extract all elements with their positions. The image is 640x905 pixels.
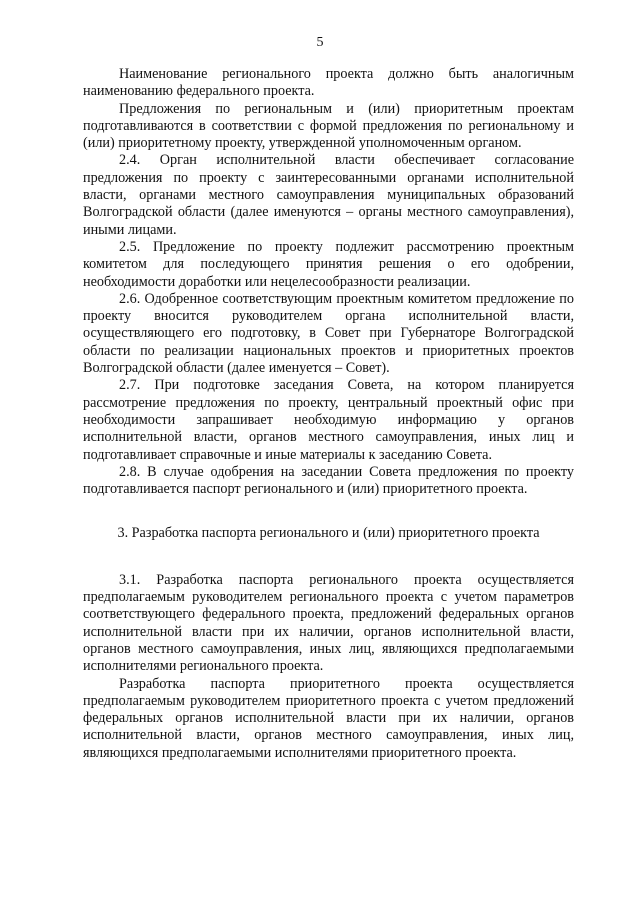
paragraph-2-4: 2.4. Орган исполнительной власти обеспечивает согласование предложения по проекту с заинтересованными органами исполнительной власти, органами местного самоуправления муниципальных образований Волгоградской области (далее именуются – органы местного самоуправления), иными лицами. <box>83 152 574 238</box>
paragraph-2-7: 2.7. При подготовке заседания Совета, на котором планируется рассмотрение предложения по проекту, центральный проектный офис при необходимости запрашивает необходимую информацию у органов исполнительной власти, органов местного самоуправления, иных лиц и подготавливает справочные и иные материалы к заседанию Совета. <box>83 377 574 463</box>
paragraph-proposal-form: Предложения по региональным и (или) приоритетным проектам подготавливаются в соответствии с формой предложения по региональному и (или) приоритетному проекту, утвержденной уполномоченным органом. <box>83 100 574 152</box>
paragraph-2-5: 2.5. Предложение по проекту подлежит рассмотрению проектным комитетом для последующего принятия решения о его одобрении, необходимости доработки или нецелесообразности реализации. <box>83 238 574 290</box>
paragraph-2-8: 2.8. В случае одобрения на заседании Совета предложения по проекту подготавливается паспорт регионального и (или) приоритетного проекта. <box>83 463 574 498</box>
page-number: 5 <box>316 35 324 50</box>
paragraph-2-6: 2.6. Одобренное соответствующим проектным комитетом предложение по проекту вносится руководителем органа исполнительной власти, осуществляющего его подготовку, в Совет при Губернаторе Волгоградской области по реализации национальных проектов и приоритетных проектов Волгоградской области (далее именуется – Совет). <box>83 290 574 377</box>
section-3-heading: 3. Разработка паспорта регионального и (или) приоритетного проекта <box>117 525 540 542</box>
document-body <box>83 66 574 762</box>
paragraph-3-1: 3.1. Разработка паспорта регионального проекта осуществляется предполагаемым руководителем регионального проекта с учетом параметров соответствующего федерального проекта, предложений федеральных органов исполнительной власти при их наличии, органов исполнительной власти, органов местного самоуправления, иных лиц, являющихся предполагаемыми исполнителями регионального проекта. <box>83 571 574 675</box>
paragraph-federal-name: Наименование регионального проекта должно быть аналогичным наименованию федерального проекта. <box>83 66 574 100</box>
paragraph-priority-passport: Разработка паспорта приоритетного проекта осуществляется предполагаемым руководителем приоритетного проекта с учетом предложений федеральных органов исполнительной власти при их наличии, органов исполнительной власти, органов местного самоуправления, иных лиц, являющихся предполагаемыми исполнителями приоритетного проекта. <box>83 675 574 761</box>
